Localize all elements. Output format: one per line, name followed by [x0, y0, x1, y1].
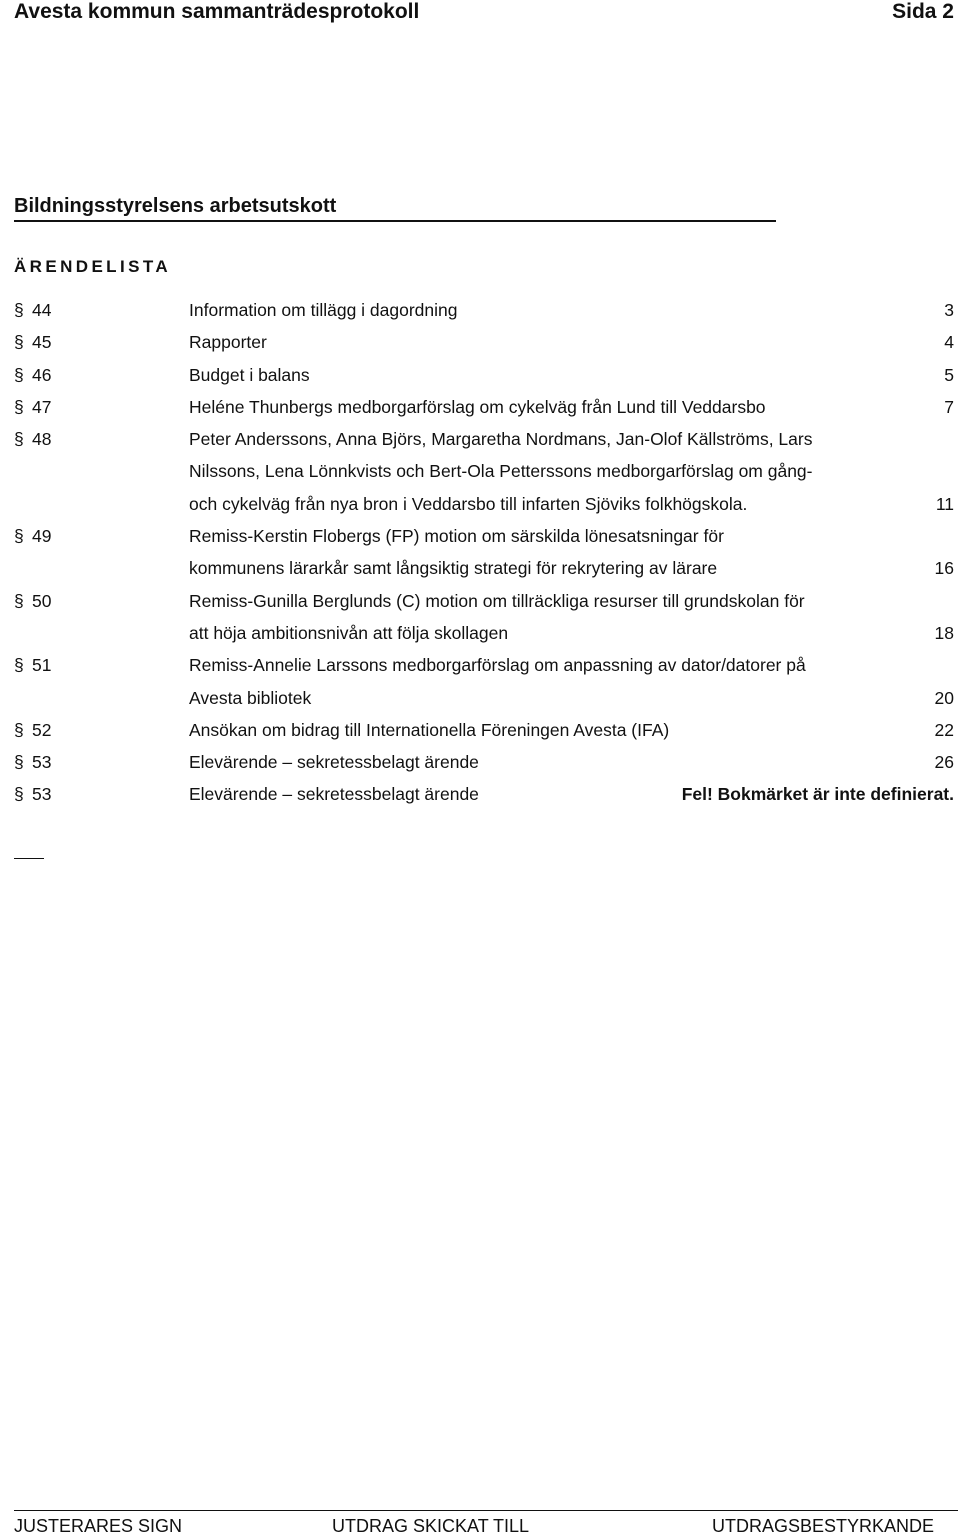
agenda-item-title: Avesta bibliotek — [189, 687, 312, 708]
paragraph-symbol: § — [14, 396, 24, 417]
paragraph-number: 51 — [32, 655, 52, 676]
document-header-title: Avesta kommun sammanträdesprotokoll — [14, 0, 420, 23]
agenda-item-title: Information om tillägg i dagordning — [189, 300, 458, 320]
agenda-item-title: Nilssons, Lena Lönnkvists och Bert-Ola Petterssons medborgarförslag om gång- — [189, 461, 813, 482]
footer-utdrag-skickat-till: UTDRAG SKICKAT TILL — [332, 1516, 530, 1536]
agenda-item-page: 4 — [944, 332, 954, 353]
paragraph-symbol: § — [14, 332, 24, 353]
paragraph-ref — [14, 649, 51, 681]
paragraph-symbol: § — [14, 429, 24, 450]
paragraph-symbol: § — [14, 784, 24, 805]
paragraph-symbol: § — [14, 590, 24, 611]
paragraph-number: 48 — [32, 429, 52, 450]
agenda-item-title: kommunens lärarkår samt långsiktig strategi för rekrytering av lärare — [189, 558, 718, 579]
paragraph-ref — [14, 778, 51, 810]
paragraph-ref — [14, 391, 51, 423]
agenda-row — [0, 455, 960, 487]
agenda-row — [0, 714, 960, 746]
agenda-item-page: 20 — [934, 687, 954, 708]
paragraph-ref — [14, 294, 51, 326]
agenda-item-title: Remiss-Gunilla Berglunds (C) motion om tillräckliga resurser till grundskolan för — [189, 590, 805, 611]
paragraph-ref — [14, 326, 51, 358]
agenda-item-title: Elevärende – sekretessbelagt ärende — [189, 752, 479, 773]
agenda-row — [0, 778, 960, 810]
agenda-item-title: Remiss-Kerstin Flobergs (FP) motion om särskilda lönesatsningar för — [189, 526, 724, 547]
agenda-item-title: att höja ambitionsnivån att följa skollagen — [189, 622, 509, 643]
agenda-row — [0, 391, 960, 423]
paragraph-ref — [14, 682, 32, 714]
agenda-row — [0, 488, 960, 520]
agenda-item-title: Remiss-Annelie Larssons medborgarförslag om anpassning av dator/datorer på — [189, 655, 806, 676]
agenda-item-title: Heléne Thunbergs medborgarförslag om cykelväg från Lund till Veddarsbo — [189, 396, 766, 417]
paragraph-ref — [14, 520, 51, 552]
bookmark-error: Fel! Bokmärket är inte definierat. — [681, 784, 954, 805]
paragraph-number: 53 — [32, 752, 52, 773]
agenda-row — [0, 423, 960, 455]
paragraph-ref — [14, 423, 51, 455]
page-number: Sida 2 — [892, 0, 954, 23]
paragraph-symbol: § — [14, 719, 24, 740]
agenda-item-title: och cykelväg från nya bron i Veddarsbo till infarten Sjöviks folkhögskola. — [189, 493, 748, 514]
paragraph-number: 50 — [32, 590, 52, 611]
paragraph-symbol: § — [14, 364, 24, 385]
agenda-row — [0, 326, 960, 358]
agenda-item-title: Ansökan om bidrag till Internationella Föreningen Avesta (IFA) — [189, 719, 670, 740]
committee-name: Bildningsstyrelsens arbetsutskott — [14, 195, 337, 217]
separator-line — [14, 858, 44, 859]
paragraph-ref — [14, 746, 51, 778]
agenda-item-page: 3 — [944, 300, 954, 320]
agenda-item-title: Peter Anderssons, Anna Björs, Margaretha Nordmans, Jan-Olof Källströms, Lars — [189, 429, 813, 450]
paragraph-number: 47 — [32, 396, 52, 417]
agenda-row — [0, 552, 960, 584]
footer-justerares-sign: JUSTERARES SIGN — [14, 1516, 183, 1536]
agenda-row — [0, 617, 960, 649]
agenda-row — [0, 682, 960, 714]
agenda-item-title: Rapporter — [189, 332, 267, 353]
agenda-list — [0, 294, 960, 811]
agenda-item-title: Budget i balans — [189, 364, 310, 385]
agenda-row — [0, 649, 960, 681]
paragraph-ref — [14, 714, 51, 746]
paragraph-symbol: § — [14, 526, 24, 547]
agenda-item-page: 5 — [944, 364, 954, 385]
agenda-item-page: 16 — [934, 558, 954, 579]
agenda-row — [0, 520, 960, 552]
paragraph-ref — [14, 617, 32, 649]
paragraph-symbol: § — [14, 655, 24, 676]
paragraph-symbol: § — [14, 300, 24, 320]
agenda-row — [0, 746, 960, 778]
agenda-row — [0, 359, 960, 391]
agenda-item-page: 26 — [934, 752, 954, 773]
paragraph-number: 52 — [32, 719, 52, 740]
paragraph-number: 49 — [32, 526, 52, 547]
paragraph-ref — [14, 455, 32, 487]
agenda-row — [0, 585, 960, 617]
agenda-row — [0, 294, 960, 326]
paragraph-number: 45 — [32, 332, 52, 353]
paragraph-ref — [14, 552, 32, 584]
footer-utdragsbestyrkande: UTDRAGSBESTYRKANDE — [711, 1516, 934, 1536]
footer-rule — [14, 1510, 958, 1511]
paragraph-ref — [14, 359, 51, 391]
agenda-item-page: 18 — [934, 622, 954, 643]
agenda-item-page: 11 — [935, 493, 954, 514]
paragraph-number: 44 — [32, 300, 52, 320]
paragraph-ref — [14, 488, 32, 520]
paragraph-symbol: § — [14, 752, 24, 773]
paragraph-ref — [14, 585, 51, 617]
agenda-item-page: 22 — [934, 719, 954, 740]
paragraph-number: 46 — [32, 364, 52, 385]
agenda-item-title: Elevärende – sekretessbelagt ärende — [189, 784, 479, 805]
committee-underline — [14, 220, 776, 222]
paragraph-number: 53 — [32, 784, 52, 805]
agenda-item-page: 7 — [944, 396, 954, 417]
list-heading: ÄRENDELISTA — [14, 257, 172, 276]
